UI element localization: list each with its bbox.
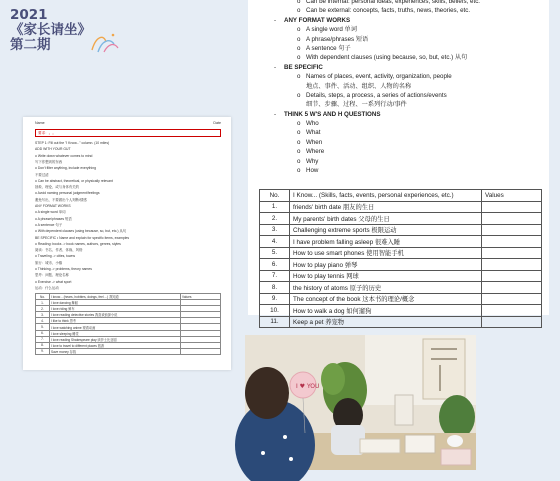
row-number: 8. [260,282,290,294]
bullet-sub [248,166,549,175]
instruction-line: BE SPECIFIC • Name and explain for specific items, examples [35,235,130,240]
bullet-cont [248,100,549,109]
row-text: I love reading Shakespeare play 读莎士比亚剧 [50,336,181,342]
bullet-text: Why [306,157,319,165]
bullet-o-icon: o [297,0,301,5]
instruction-line: 不要过滤 [35,172,49,177]
row-text: The concept of the book 这本书的理论/概念 [290,293,482,305]
bullet-sub [248,6,549,15]
bullet-text: With dependent clauses (using because, so, but, etc.) 从句 [306,54,468,62]
table-row [260,247,542,259]
instruction-line: ADD WITH YOUR GUT [35,147,71,152]
dash-icon: - [274,110,277,118]
bullet-text: A sentence 句子 [306,44,351,52]
bullet-sub [248,35,549,44]
row-value [482,305,542,317]
instruction-line: o Exercise -> what sport [35,279,72,284]
table-row [260,201,542,213]
row-number: 6. [36,330,50,336]
program-title: 《家长请坐》 [10,22,91,38]
row-number: 5. [36,324,50,330]
instruction-line: o A phrase/phrases 短语 [35,216,72,221]
issue-label: 第二期 [10,37,51,53]
bullet-text: How [306,167,319,175]
bullet-o-icon: o [297,44,301,52]
instruction-line: STEP 1: Fill out the "I Know..." column. (10 miles) [35,141,110,145]
table-row [36,348,221,354]
right-know-table [259,189,542,328]
table-row [260,259,542,271]
instruction-line: o With dependent clauses (using because, so, but, etc.) 从句 [35,229,127,234]
bullet-text: A phrase/phrases 短语 [306,35,369,43]
row-number: 5. [260,247,290,259]
instruction-line: o Write down whatever comes to mind [35,153,93,158]
row-value [482,224,542,236]
table-row [260,316,542,328]
bullet-sub [248,147,549,156]
bullet-sub [248,128,549,137]
row-text: How to use smart phones 使用智能手机 [290,247,482,259]
left-worksheet [23,117,231,370]
row-value [482,247,542,259]
bullet-head [248,110,549,119]
bullet-text: When [306,138,323,146]
bullet-head [248,63,549,72]
row-value [482,201,542,213]
instruction-line: 写下你想到的东西 [35,159,63,164]
table-row [260,213,542,225]
row-text: Challenging extreme sports 极限运动 [290,224,482,236]
instruction-line: 避免写出，不要做出个人判断/情感 [35,197,87,202]
bullet-sub [248,44,549,53]
instruction-line: o A sentence 句子 [35,222,63,227]
bullet-text: Who [306,120,319,128]
name-date-row [35,121,221,125]
table-row [260,270,542,282]
row-number: 2. [36,306,50,312]
row-text: How to play piano 弹琴 [290,259,482,271]
bullet-sub [248,72,549,81]
bullet-o-icon: o [297,54,301,62]
bullet-o-icon: o [297,91,301,99]
bullet-sub [248,53,549,62]
row-number: 3. [36,312,50,318]
year-label: 2021 [10,7,48,23]
bullet-text: ANY FORMAT WORKS [284,16,351,24]
right-worksheet [248,0,549,327]
bullet-o-icon: o [297,157,301,165]
row-text: My parents' birth dates 父母的生日 [290,213,482,225]
row-number: 1. [36,300,50,306]
requirement-box: 要求：。。 [35,129,221,137]
row-value [482,270,542,282]
row-text: Save money 存钱 [50,348,181,354]
bullet-o-icon: o [297,138,301,146]
row-value [482,236,542,248]
bullet-text: A single word 单词 [306,26,357,34]
instruction-line: o A single word 单词 [35,210,66,215]
row-text: I love to travel to different places 旅游 [50,342,181,348]
photo-illustration [245,335,476,470]
table-row [260,236,542,248]
bullet-cont [248,82,549,91]
instruction-line: o Avoid naming personal judgment/feelings [35,191,100,196]
table-row [260,224,542,236]
row-text: I love watching anime 观看动画 [50,324,181,330]
dash-icon: - [274,63,277,71]
bullet-text: Can be internal: personal ideas, experiences, skills, beliefs, etc. [306,0,481,5]
row-number: 10. [260,305,290,317]
bullet-o-icon: o [297,73,301,81]
bullet-text: BE SPECIFIC [284,63,323,71]
table-header-cell: I know... (hears, hobbies, doings, feel ...) 我知道 [50,294,181,300]
bullet-sub [248,138,549,147]
row-text: I love dancing 舞蹈 [50,300,181,306]
instruction-line: o Thinking -> problems, theory names [35,267,92,271]
balloon-label: I ♥ YOU [296,383,320,390]
row-number: 2. [260,213,290,225]
row-text: How to walk a dog 如何遛狗 [290,305,482,317]
bullet-o-icon: o [297,35,301,43]
left-know-table [35,293,221,355]
instruction-line: 旅行：城市、小镇 [35,260,63,265]
row-number: 6. [260,259,290,271]
right-instructions [248,0,549,175]
name-label: Name [35,121,45,125]
row-number: 8. [36,342,50,348]
row-number: 3. [260,224,290,236]
bullet-text: THINK 5 W'S AND H QUESTIONS [284,110,381,118]
row-number: 7. [36,336,50,342]
bullet-o-icon: o [297,167,301,175]
date-label: Date [213,121,221,125]
table-header-cell: Values [181,294,221,300]
bullet-o-icon: o [297,129,301,137]
instruction-line: 阅读：书名、作者、体裁、风格 [35,248,83,253]
table-row [260,282,542,294]
bullet-sub [248,157,549,166]
row-value [482,316,542,328]
row-text: Keep a pet 养宠物 [290,316,482,328]
row-value [482,259,542,271]
bullet-text: 细节、步骤、过程、一系列行动/事件 [306,101,407,109]
row-text: I love sleeping 睡觉 [50,330,181,336]
row-text: I love reading detective stories 我喜欢侦探小说 [50,312,181,318]
row-text: friends' birth date 朋友的生日 [290,201,482,213]
table-header-cell: No. [260,190,290,202]
bullet-text: Names of places, event, activity, organization, people [306,73,452,81]
instruction-line: 思考：问题、理论名称 [35,273,69,278]
row-value [181,348,221,354]
bullet-sub [248,119,549,128]
row-number: 7. [260,270,290,282]
decorative-swirl-icon [88,30,122,54]
row-number: 11. [260,316,290,328]
row-number: 4. [260,236,290,248]
row-text: I have problem falling asleep 很难入睡 [290,236,482,248]
bullet-text: What [306,129,321,137]
instruction-line: o Can be abstract, theoretical, or physically relevant [35,178,113,183]
table-row [260,293,542,305]
row-text: the history of atoms 原子的历史 [290,282,482,294]
bullet-text: Details, steps, a process, a series of actions/events [306,91,447,99]
row-number: 1. [260,201,290,213]
row-text: I love riding 骑车 [50,306,181,312]
bullet-text: 地点、事件、活动、组织、人物的名称 [306,82,412,90]
instruction-line: 运动：什么运动 [35,285,59,290]
instruction-line: o Don't filter anything, include everything [35,166,96,171]
row-text: How to play tennis 网球 [290,270,482,282]
dash-icon: - [274,16,277,24]
row-value [482,213,542,225]
row-number: 4. [36,318,50,324]
bullet-text: Where [306,148,325,156]
classroom-photo [245,335,476,470]
table-header-row [260,190,542,202]
row-value [482,282,542,294]
bullet-o-icon: o [297,148,301,156]
table-header-cell: Values [482,190,542,202]
bullet-o-icon: o [297,120,301,128]
instruction-line: o Traveling -> cities, towns [35,254,76,259]
table-header-cell: No. [36,294,50,300]
bullet-head [248,16,549,25]
bullet-sub [248,25,549,34]
bullet-text: Can be external: concepts, facts, truths, news, theories, etc. [306,7,471,15]
row-value [482,293,542,305]
table-header-cell: I Know... (Skills, facts, events, personal experiences, etc.) [290,190,482,202]
instruction-line: ANY FORMAT WORKS [35,204,71,208]
instruction-line: 抽象、理论、或与身体有关的 [35,185,80,190]
row-text: I like to think 思考 [50,318,181,324]
instruction-line: o Reading: books -> book names, authors, genres, styles [35,241,121,246]
row-number: 9. [260,293,290,305]
bullet-o-icon: o [297,26,301,34]
bullet-sub [248,91,549,100]
bullet-o-icon: o [297,7,301,15]
table-row [260,305,542,317]
row-number: 9. [36,348,50,354]
